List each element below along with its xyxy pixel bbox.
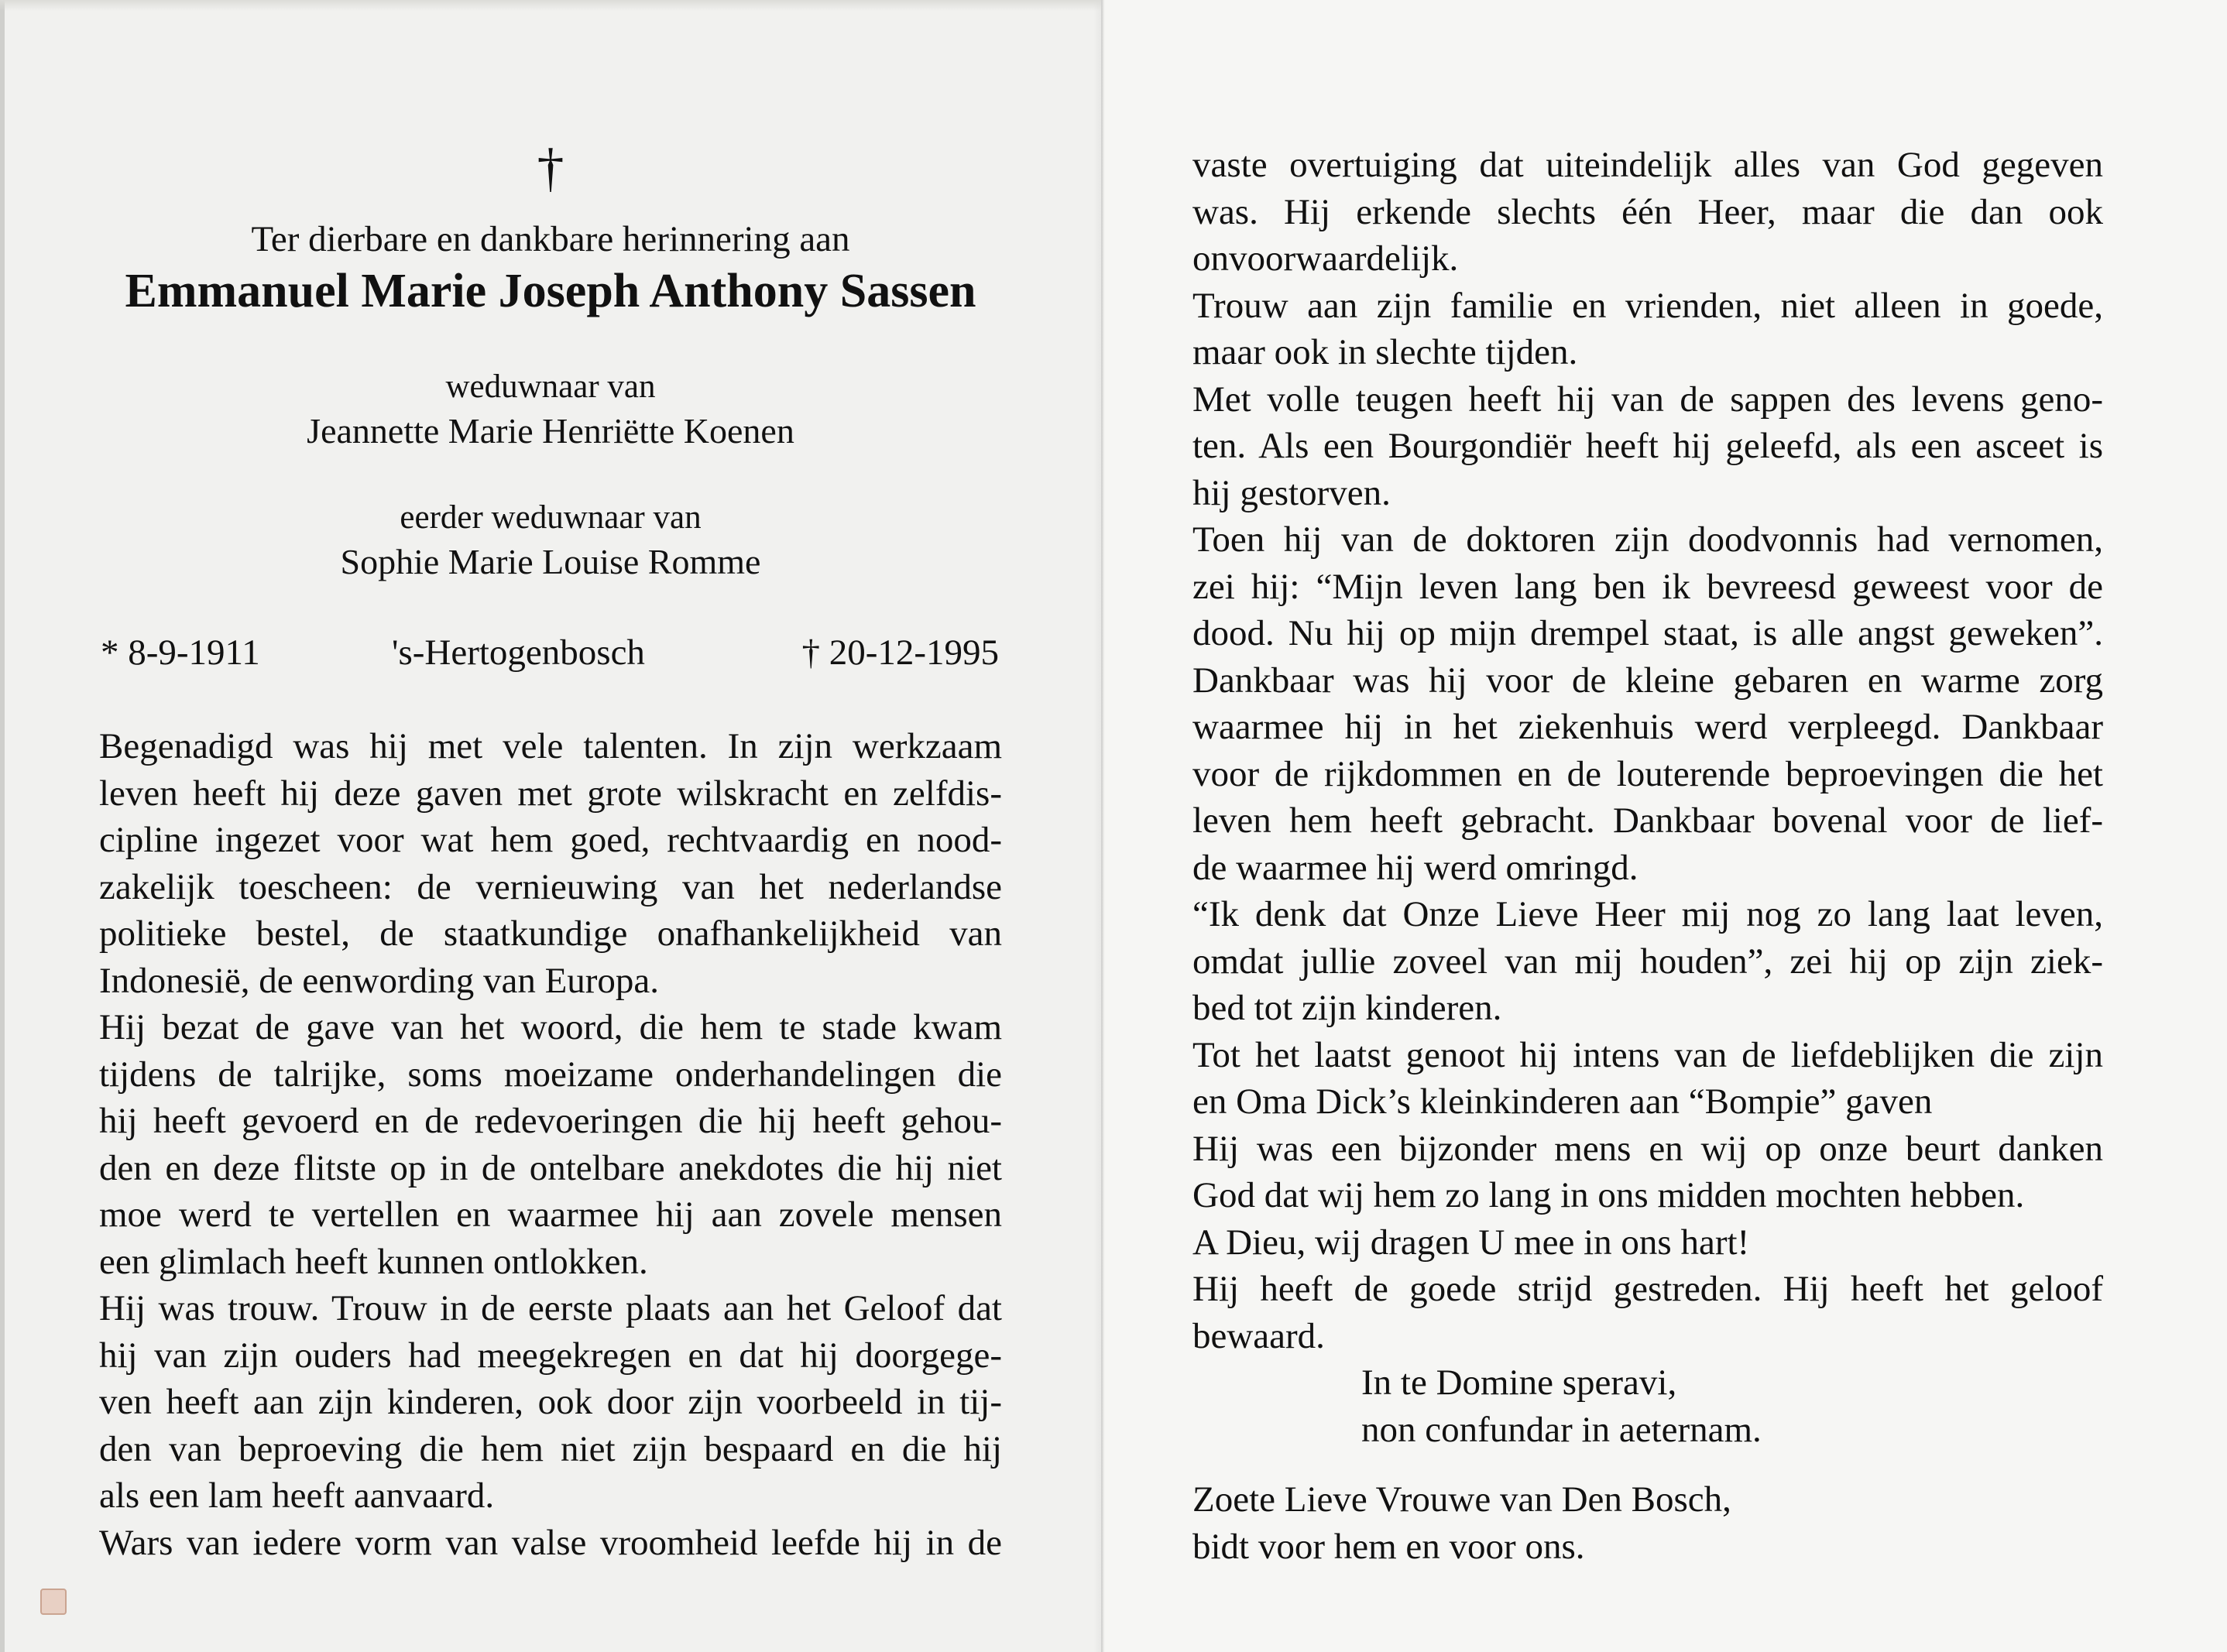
text-line: bewaard. (1192, 1315, 1325, 1356)
closing-line: bidt voor hem en voor ons. (1192, 1526, 1585, 1567)
death-date: † 20-12-1995 (801, 632, 999, 673)
text-line: Trouw aan zijn familie en vrienden, niet alleen in goede, (1192, 285, 2103, 326)
left-body-text (99, 723, 1002, 1566)
text-line: tijdens de talrijke, soms moeizame onderhandelingen die (99, 1054, 1002, 1095)
text-line: ven heeft aan zijn kinderen, ook door zijn voorbeeld in tij- (99, 1382, 1002, 1422)
text-line: Hij was trouw. Trouw in de eerste plaats aan het Geloof dat (99, 1288, 1002, 1328)
text-line: zakelijk toescheen: de vernieuwing van het nederlandse (99, 866, 1002, 907)
text-line: moe werd te vertellen en waarmee hij aan zovele mensen (99, 1194, 1002, 1235)
text-line: maar ook in slechte tijden. (1192, 332, 1578, 372)
text-line: vaste overtuiging dat uiteindelijk alles van God gegeven (1192, 145, 2103, 185)
text-line: Hij bezat de gave van het woord, die hem te stade kwam (99, 1007, 1002, 1047)
text-line: hij gestorven. (1192, 472, 1391, 513)
text-line: leven hem heeft gebracht. Dankbaar bovenal voor de lief- (1192, 800, 2103, 841)
text-line: zei hij: “Mijn leven lang ben ik bevreesd geweest voor de (1192, 566, 2103, 607)
text-line: bed tot zijn kinderen. (1192, 988, 1502, 1028)
deceased-name: Emmanuel Marie Joseph Anthony Sassen (125, 265, 976, 317)
text-line: A Dieu, wij dragen U mee in ons hart! (1192, 1222, 1750, 1263)
widower-label: weduwnaar van (445, 368, 656, 405)
text-line: den van beproeving die hem niet zijn bespaard en die hij (99, 1428, 1002, 1469)
text-line: een glimlach heeft kunnen ontlokken. (99, 1241, 648, 1282)
text-line: politieke bestel, de staatkundige onafhankelijkheid van (99, 913, 1002, 954)
cross-icon: † (537, 139, 564, 198)
text-line: Hij heeft de goede strijd gestreden. Hij heeft het geloof (1192, 1269, 2103, 1309)
text-line: den en deze flitste op in de ontelbare anekdotes die hij niet (99, 1147, 1002, 1188)
text-line: was. Hij erkende slechts één Heer, maar die dan ook (1192, 191, 2103, 232)
text-line: onvoorwaardelijk. (1192, 238, 1459, 279)
text-line: Tot het laatst genoot hij intens van de liefdeblijken die zijn (1192, 1034, 2103, 1075)
text-line: waarmee hij in het ziekenhuis werd verpleegd. Dankbaar (1192, 707, 2103, 747)
spouse-name-1: Jeannette Marie Henriëtte Koenen (307, 411, 794, 451)
place-name: 's-Hertogenbosch (392, 632, 645, 673)
text-line: “Ik denk dat Onze Lieve Heer mij nog zo lang laat leven, (1192, 894, 2103, 934)
closing-line: Zoete Lieve Vrouwe van Den Bosch, (1192, 1479, 1731, 1520)
text-line: en Oma Dick’s kleinkinderen aan “Bompie” gaven (1192, 1081, 1933, 1122)
text-line: Wars van iedere vorm van valse vroomheid leefde hij in de (99, 1522, 1002, 1563)
text-line: Hij was een bijzonder mens en wij op onze beurt danken (1192, 1128, 2103, 1169)
text-line: omdat jullie zoveel van mij houden”, zei hij op zijn ziek- (1192, 941, 2103, 982)
text-line: Toen hij van de doktoren zijn doodvonnis had vernomen, (1192, 519, 2103, 560)
text-line: hij heeft gevoerd en de redevoeringen die hij heeft gehou- (99, 1101, 1002, 1141)
text-line: Indonesië, de eenwording van Europa. (99, 960, 660, 1001)
text-line: dood. Nu hij op mijn drempel staat, is alle angst geweken”. (1192, 613, 2103, 653)
latin-quote-line: In te Domine speravi, (1361, 1362, 1677, 1403)
stamp-mark (40, 1589, 67, 1615)
birth-date: * 8-9-1911 (101, 632, 260, 673)
spouse-name-2: Sophie Marie Louise Romme (340, 542, 761, 581)
text-line: leven heeft hij deze gaven met grote wilskracht en zelfdis- (99, 773, 1002, 814)
latin-quote-line: non confundar in aeternam. (1361, 1409, 1762, 1450)
spacer (1192, 1453, 2103, 1476)
text-line: voor de rijkdommen en de louterende beproevingen die het (1192, 753, 2103, 794)
scan-edge (0, 0, 1101, 11)
text-line: cipline ingezet voor wat hem goed, rechtvaardig en nood- (99, 820, 1002, 860)
text-line: Begenadigd was hij met vele talenten. In zijn werkzaam (99, 726, 1002, 766)
text-line: Dankbaar was hij voor de kleine gebaren en warme zorg (1192, 660, 2103, 701)
text-line: ten. Als een Bourgondiër heeft hij geleefd, als een asceet is (1192, 426, 2103, 466)
text-line: Met volle teugen heeft hij van de sappen des levens geno- (1192, 379, 2103, 420)
dedication-line: Ter dierbare en dankbare herinnering aan (251, 219, 850, 259)
text-line: de waarmee hij werd omringd. (1192, 847, 1639, 888)
text-line: God dat wij hem zo lang in ons midden mochten hebben. (1192, 1175, 2025, 1215)
text-line: als een lam heeft aanvaard. (99, 1475, 495, 1516)
dates-row (101, 629, 999, 676)
text-line: hij van zijn ouders had meegekregen en dat hij doorgege- (99, 1335, 1002, 1376)
right-body-text (1192, 142, 2103, 1570)
former-widower-label: eerder weduwnaar van (400, 499, 702, 536)
